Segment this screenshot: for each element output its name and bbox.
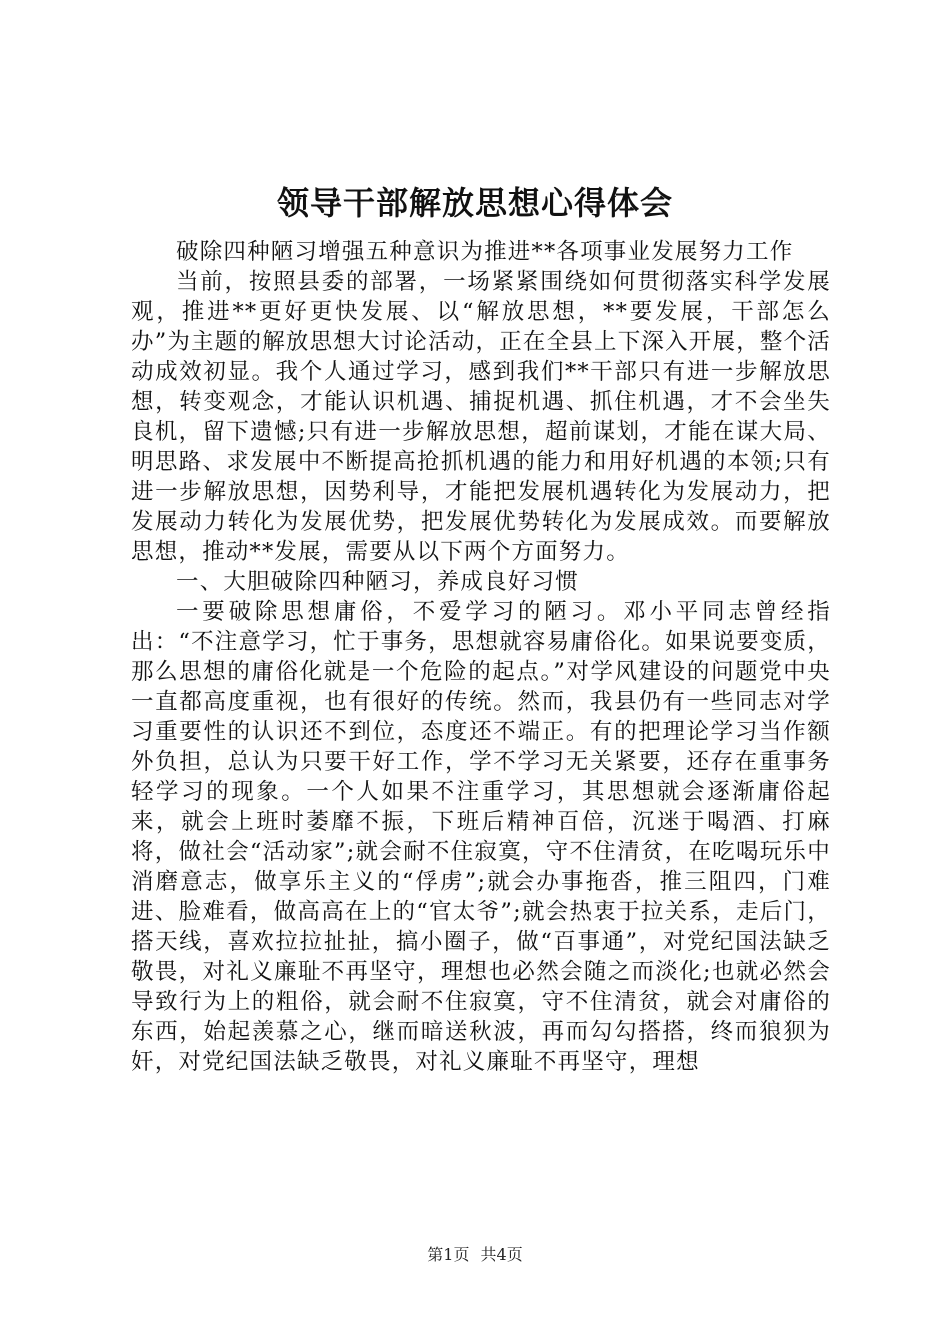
body-paragraph: 一要破除思想庸俗，不爱学习的陋习。邓小平同志曾经指出：“不注意学习，忙于事务，思想就容易庸俗化。如果说要变质，那么思想的庸俗化就是一个危险的起点。”对学风建设的问题党中央一直都高度重视，也有很好的传统。然而，我县仍有一些同志对学习重要性的认识还不到位，态度还不端正。有的把理论学习当作额外负担，总认为只要干好工作，学不学习无关紧要，还存在重事务轻学习的现象。一个人如果不注重学习，其思想就会逐渐庸俗起来，就会上班时萎靡不振，下班后精神百倍，沉迷于喝酒、打麻将，做社会“活动家”;就会耐不住寂寞，守不住清贫，在吃喝玩乐中消磨意志，做享乐主义的“俘虏”;就会办事拖沓，推三阻四，门难进、脸难看，做高高在上的“官太爷”;就会热衷于拉关系，走后门，搭天线，喜欢拉拉扯扯，搞小圈子，做“百事通”，对党纪国法缺乏敬畏，对礼义廉耻不再坚守，理想也必然会随之而淡化;也就必然会导致行为上的粗俗，就会耐不住寂寞，守不住清贫，就会对庸俗的东西，始起羡慕之心，继而暗送秋波，再而勾勾搭搭，终而狼狈为奸，对党纪国法缺乏敬畏，对礼义廉耻不再坚守，理想 (131, 599, 832, 1075)
page-footer (0, 1244, 950, 1266)
page-number: 第1页 (427, 1245, 470, 1264)
page-total: 共4页 (480, 1245, 523, 1264)
document-body (131, 237, 831, 1077)
document-title: 领导干部解放思想心得体会 (276, 184, 673, 222)
subtitle-paragraph: 破除四种陋习增强五种意识为推进**各项事业发展努力工作 (176, 239, 794, 265)
body-paragraph: 当前，按照县委的部署，一场紧紧围绕如何贯彻落实科学发展观，推进**更好更快发展、以“解放思想，**要发展，干部怎么办”为主题的解放思想大讨论活动，正在全县上下深入开展，整个活动成效初显。我个人通过学习，感到我们**干部只有进一步解放思想，转变观念，才能认识机遇、捕捉机遇、抓住机遇，才不会坐失良机，留下遗憾;只有进一步解放思想，超前谋划，才能在谋大局、明思路、求发展中不断提高抢抓机遇的能力和用好机遇的本领;只有进一步解放思想，因势利导，才能把发展机遇转化为发展动力，把发展动力转化为发展优势，把发展优势转化为发展成效。而要解放思想，推动**发展，需要从以下两个方面努力。 (131, 269, 832, 565)
section-heading: 一、大胆破除四种陋习，养成良好习惯 (176, 569, 579, 595)
